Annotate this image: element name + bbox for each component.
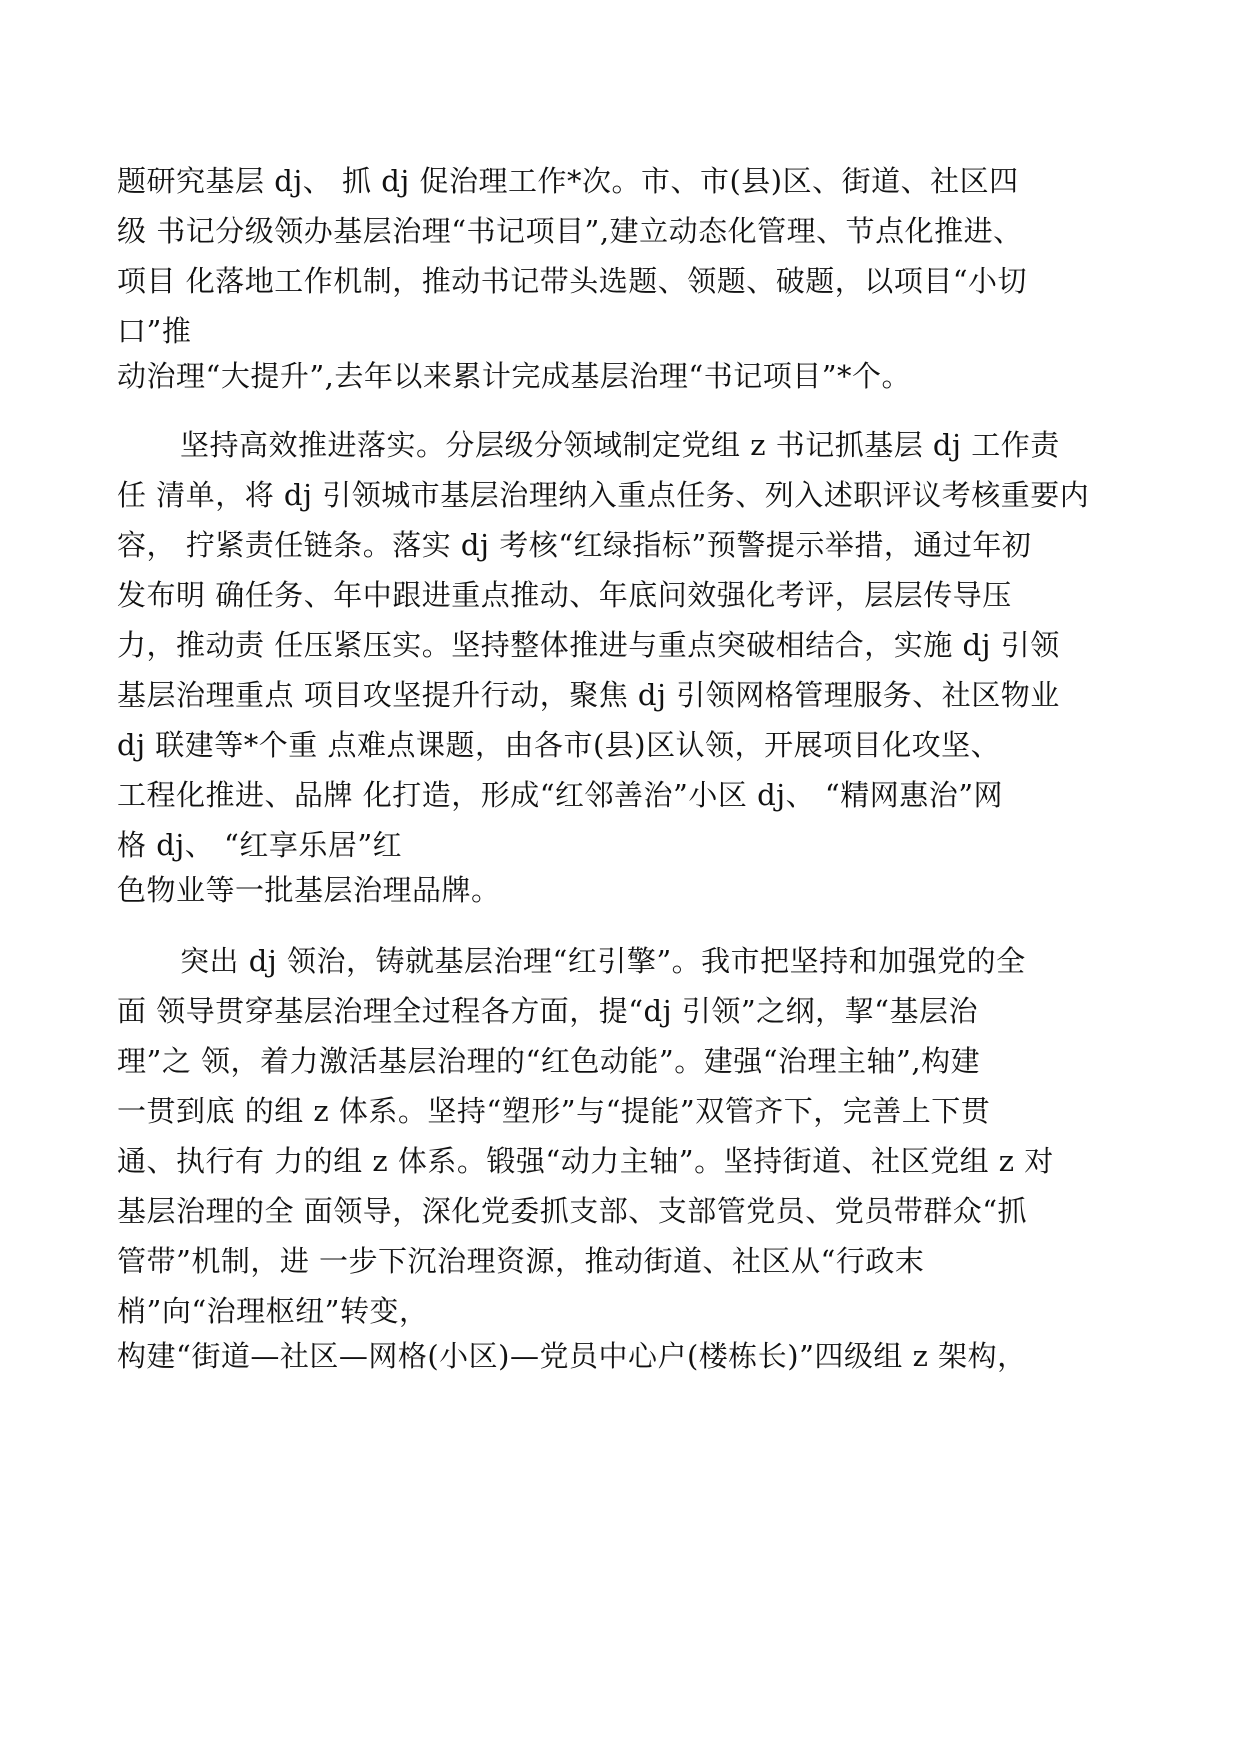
text-line: 通、执行有 力的组 z 体系。锻强“动力主轴”。坚持街道、社区党组 z 对 [117,1144,1054,1178]
text-line: 构建“街道—社区—网格(小区)—党员中心户(楼栋长)”四级组 z 架构， [117,1339,1027,1373]
text-line: 项目 化落地工作机制，推动书记带头选题、领题、破题，以项目“小切 [117,264,1028,298]
text-line: 动治理“大提升”,去年以来累计完成基层治理“书记项目”*个。 [117,359,912,393]
text-line: 题研究基层 dj、 抓 dj 促治理工作*次。市、市(县)区、街道、社区四 [117,164,1019,198]
text-line: 级 书记分级领办基层治理“书记项目”,建立动态化管理、节点化推进、 [117,214,1023,248]
text-line: 一贯到底 的组 z 体系。坚持“塑形”与“提能”双管齐下，完善上下贯 [117,1094,991,1128]
text-line: 力，推动责 任压紧压实。坚持整体推进与重点突破相结合，实施 dj 引领 [117,628,1060,662]
text-line: 理”之 领，着力激活基层治理的“红色动能”。建强“治理主轴”,构建 [117,1044,981,1078]
text-line: 发布明 确任务、年中跟进重点推动、年底问效强化考评，层层传导压 [117,578,1012,612]
text-line: 工程化推进、品牌 化打造，形成“红邻善治”小区 dj、 “精网惠治”网 [117,778,1004,812]
text-line: 任 清单，将 dj 引领城市基层治理纳入重点任务、列入述职评议考核重要内 [117,478,1090,512]
text-line: 格 dj、 “红享乐居”红 [117,828,403,862]
paragraph-start-line: 突出 dj 领治，铸就基层治理“红引擎”。我市把坚持和加强党的全 [180,944,1026,978]
text-line: 色物业等一批基层治理品牌。 [117,873,501,907]
text-line: 容， 拧紧责任链条。落实 dj 考核“红绿指标”预警提示举措，通过年初 [117,528,1032,562]
text-line: 口”推 [117,314,192,348]
paragraph-start-line: 坚持高效推进落实。分层级分领域制定党组 z 书记抓基层 dj 工作责 [180,428,1060,462]
text-line: 基层治理重点 项目攻坚提升行动，聚焦 dj 引领网格管理服务、社区物业 [117,678,1060,712]
text-line: 基层治理的全 面领导，深化党委抓支部、支部管党员、党员带群众“抓 [117,1194,1028,1228]
text-line: 面 领导贯穿基层治理全过程各方面，提“dj 引领”之纲，挈“基层治 [117,994,978,1028]
text-line: 梢”向“治理枢纽”转变， [117,1294,429,1328]
text-line: dj 联建等*个重 点难点课题，由各市(县)区认领，开展项目化攻坚、 [117,728,1001,762]
text-line: 管带”机制，进 一步下沉治理资源，推动街道、社区从“行政末 [117,1244,925,1278]
